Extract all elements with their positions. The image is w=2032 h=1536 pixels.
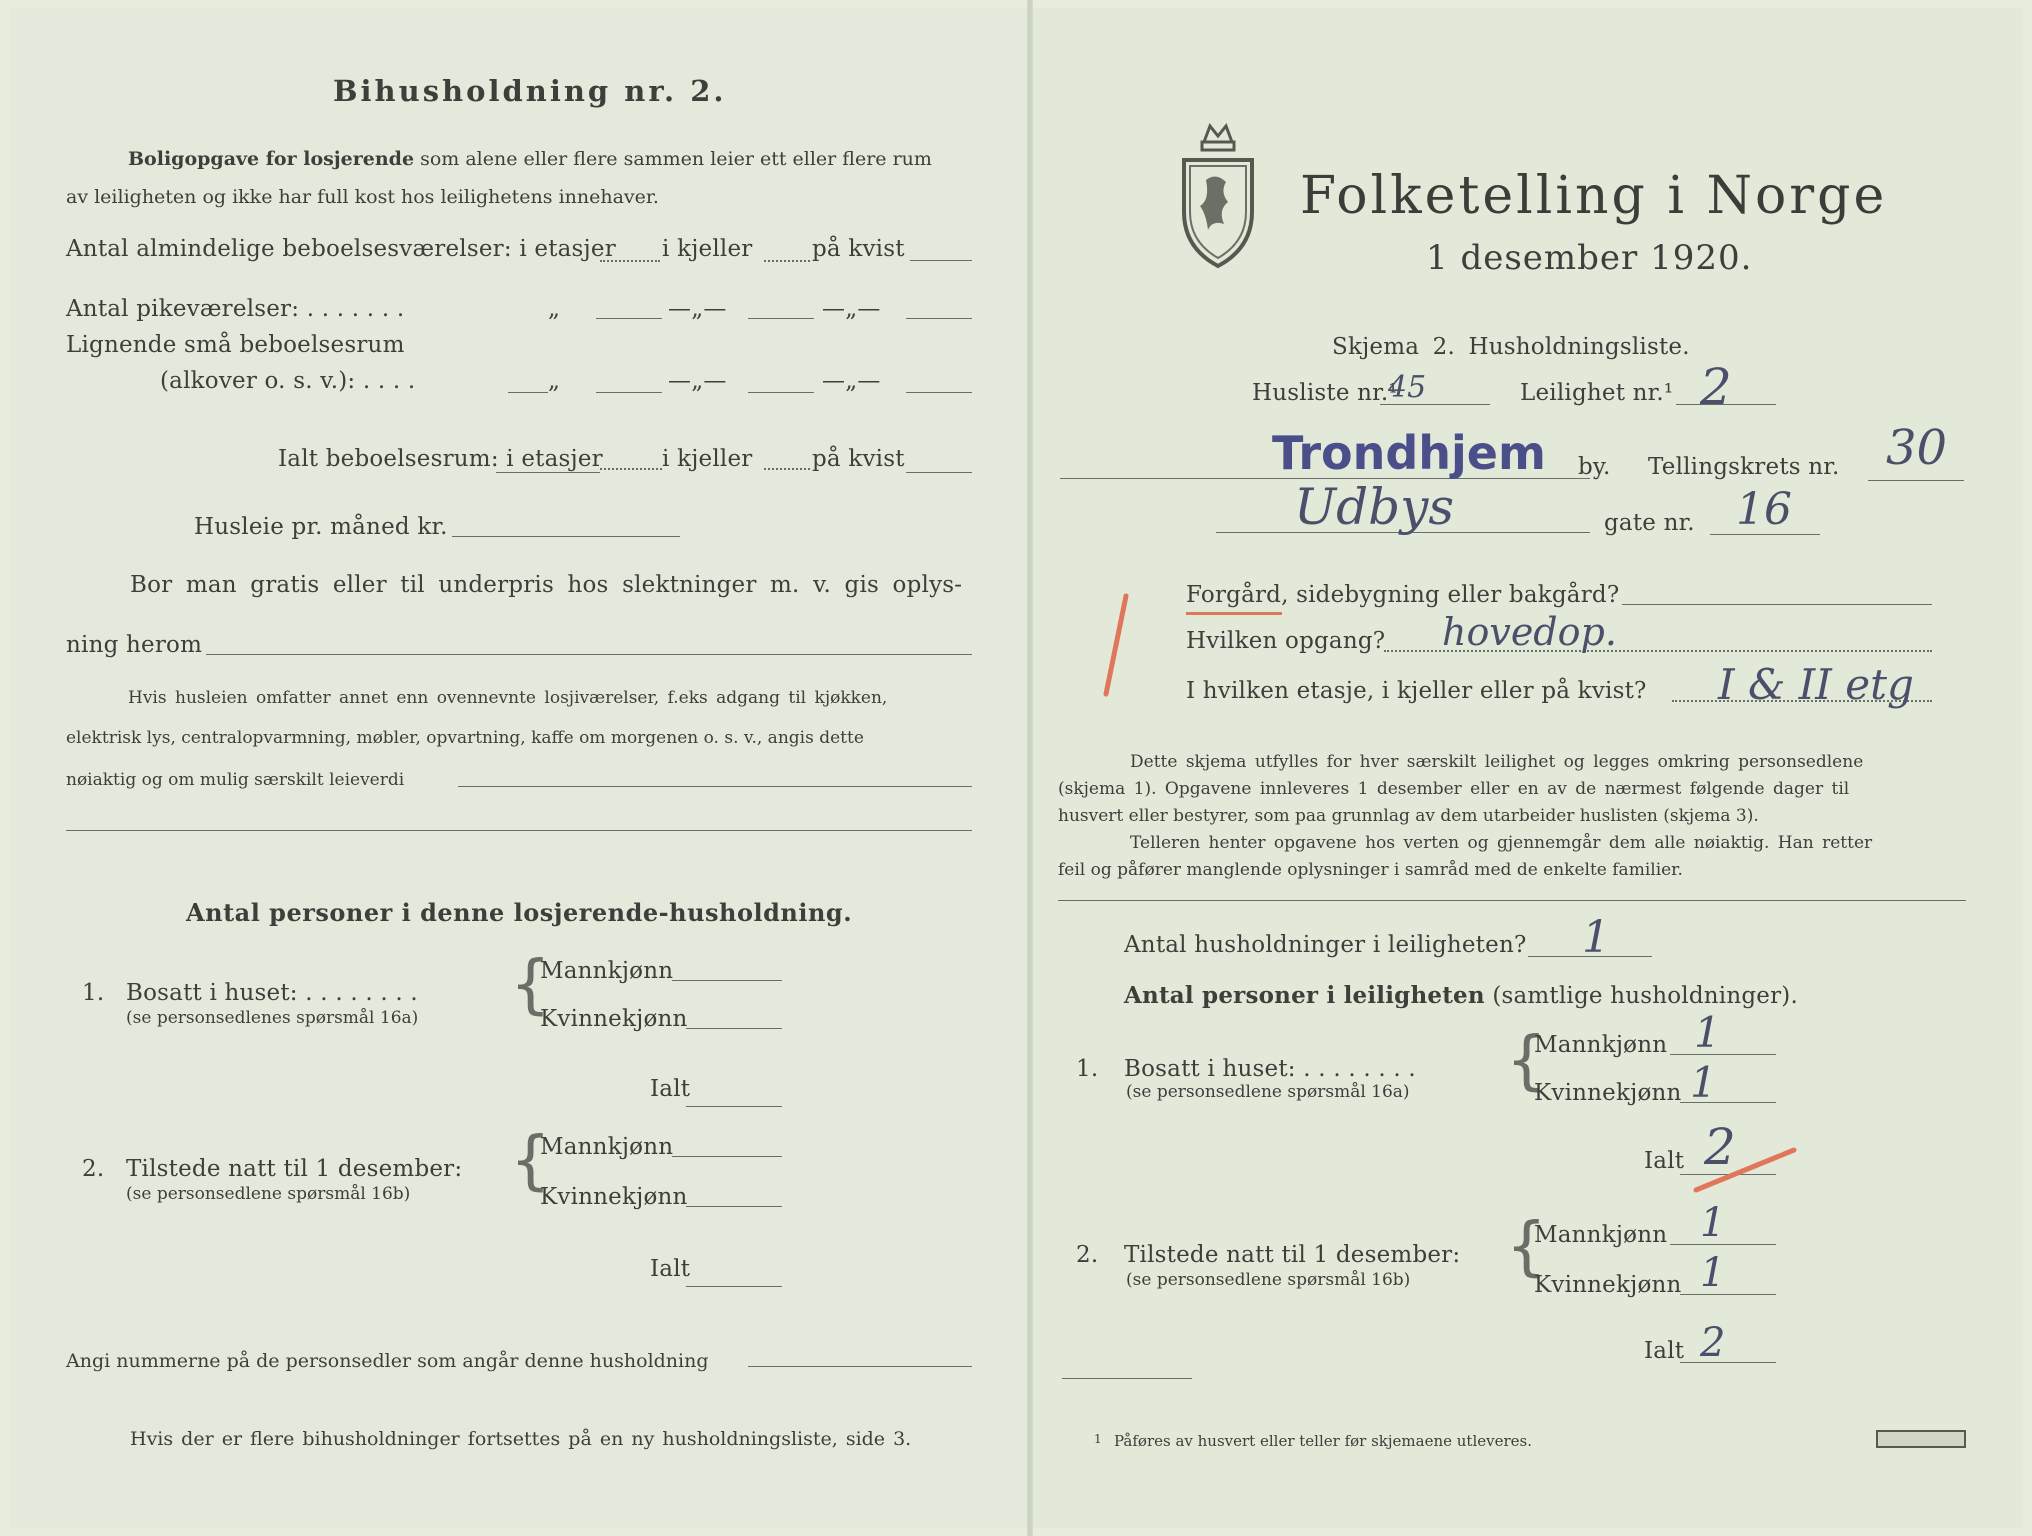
left-q1-sub: (se personsedlenes spørsmål 16a): [126, 1008, 419, 1028]
right-antal-rest: (samtlige husholdninger).: [1492, 983, 1798, 1009]
left-q1-kvinne-field[interactable]: [686, 1028, 782, 1029]
alkover-ditto-1: „: [548, 368, 561, 394]
right-q2-kvinne-value[interactable]: 1: [1700, 1250, 1726, 1296]
left-q1-kvinne-label: Kvinnekjønn: [540, 1006, 688, 1032]
footnote-text: Påføres av husvert eller teller før skjemaene utleveres.: [1114, 1432, 1532, 1450]
right-q2-ialt-label: Ialt: [1644, 1338, 1685, 1364]
right-q1-mann-value[interactable]: 1: [1694, 1008, 1721, 1057]
hush-value[interactable]: 1: [1582, 912, 1610, 963]
leilighet-value[interactable]: 2: [1700, 358, 1732, 416]
left-q2-mann-field[interactable]: [672, 1156, 782, 1157]
pike-kvist-field[interactable]: [906, 318, 972, 319]
left-antal-heading: Antal personer i denne losjerende-husholdning.: [186, 898, 853, 927]
left-q1-mann-label: Mannkjønn: [540, 958, 674, 984]
angi-label: Angi nummerne på de personsedler som angår denne husholdning: [66, 1350, 709, 1372]
right-q2-mann-label: Mannkjønn: [1534, 1222, 1668, 1248]
husleie-label: Husleie pr. måned kr.: [194, 514, 448, 540]
right-q1-kvinne-label: Kvinnekjønn: [1534, 1080, 1682, 1106]
gate-field: [1710, 534, 1820, 535]
intro-line2: av leiligheten og ikke har full kost hos leilighetens innehaver.: [66, 186, 659, 208]
tellingskrets-label: Tellingskrets nr.: [1648, 454, 1840, 480]
footnote-number: 1: [1094, 1432, 1102, 1446]
angi-field[interactable]: [748, 1366, 972, 1367]
left-q2-num: 2.: [82, 1156, 105, 1182]
left-q1-brace: {: [510, 948, 551, 1022]
left-q2-mann-label: Mannkjønn: [540, 1134, 674, 1160]
rooms-kvist-label: på kvist: [812, 236, 905, 262]
bor-field[interactable]: [206, 654, 972, 655]
rooms-label: Antal almindelige beboelsesværelser: i etasjer: [66, 236, 616, 262]
left-q1-ialt-field[interactable]: [686, 1106, 782, 1107]
forgaard-field[interactable]: [1622, 604, 1932, 605]
alkover-ditto-2: —„—: [668, 368, 727, 394]
right-q1-mann-field: [1670, 1054, 1776, 1055]
pike-ditto-1: „: [548, 296, 561, 322]
ialt-rooms-underline: [496, 472, 600, 473]
right-q1-kvinne-value[interactable]: 1: [1690, 1058, 1717, 1107]
rooms-kvist-field[interactable]: [910, 260, 972, 261]
instr-line1: Dette skjema utfylles for hver særskilt leilighet og legges omkring personsedlene: [1130, 752, 1864, 772]
right-q2-ialt-value[interactable]: 2: [1700, 1320, 1726, 1366]
rooms-kjeller-field[interactable]: [764, 260, 810, 262]
opgang-value[interactable]: hovedop.: [1442, 610, 1617, 654]
lignende-label: Lignende små beboelsesrum: [66, 332, 405, 358]
instr-line4: Telleren henter opgavene hos verten og gjennemgår dem alle nøiaktig. Han retter: [1130, 833, 1873, 853]
instr-line3: husvert eller bestyrer, som paa grunnlag av dem utarbeider huslisten (skjema 3).: [1058, 806, 1759, 826]
hvis-line1: Hvis husleien omfatter annet enn ovennevnte losjiværelser, f.eks adgang til kjøkken,: [128, 688, 888, 708]
husliste-label: Husliste nr.¹: [1252, 380, 1398, 406]
ialt-kjeller-label: i kjeller: [662, 446, 753, 472]
right-q1-mann-label: Mannkjønn: [1534, 1032, 1668, 1058]
instr-divider: [1058, 900, 1966, 901]
left-q2-ialt-label: Ialt: [650, 1256, 691, 1282]
alkover-pre-field[interactable]: [508, 392, 548, 393]
tellingskrets-field: [1868, 480, 1964, 481]
left-q2-kvinne-label: Kvinnekjønn: [540, 1184, 688, 1210]
left-q2-brace: {: [510, 1124, 551, 1198]
right-q1-num: 1.: [1076, 1056, 1099, 1082]
opgang-label: Hvilken opgang?: [1186, 628, 1386, 654]
forgaard-label: Forgård, sidebygning eller bakgård?: [1186, 582, 1620, 608]
forgaard-red-underline: [1186, 612, 1282, 615]
intro-bold: Boligopgave for losjerende: [128, 148, 415, 170]
city-stamp[interactable]: Trondhjem: [1272, 426, 1546, 480]
tellingskrets-value[interactable]: 30: [1886, 420, 1948, 476]
leilighet-field: [1676, 404, 1776, 405]
left-title: Bihusholdning nr. 2.: [333, 74, 727, 108]
printer-stamp-icon: [1876, 1430, 1966, 1448]
left-footer: Hvis der er flere bihusholdninger fortsettes på en ny husholdningsliste, side 3.: [130, 1428, 912, 1450]
right-q1-label: Bosatt i huset: . . . . . . . .: [1124, 1056, 1416, 1082]
leieverdi-field[interactable]: [458, 786, 972, 787]
alkover-ditto-3: —„—: [822, 368, 881, 394]
alkover-kvist-field[interactable]: [906, 392, 972, 393]
footnote-rule: [1062, 1378, 1192, 1379]
right-q2-ialt-field: [1680, 1362, 1776, 1363]
right-q1-brace: {: [1506, 1024, 1547, 1098]
husleie-field[interactable]: [452, 536, 680, 537]
pike-label: Antal pikeværelser: . . . . . . .: [66, 296, 405, 322]
pike-etasjer-field[interactable]: [596, 318, 662, 319]
left-q2-sub: (se personsedlene spørsmål 16b): [126, 1184, 411, 1204]
bor-line1: Bor man gratis eller til underpris hos slektninger m. v. gis oplys-: [130, 572, 963, 598]
ialt-kjeller-field[interactable]: [764, 468, 810, 470]
right-q2-num: 2.: [1076, 1242, 1099, 1268]
right-date: 1 desember 1920.: [1426, 238, 1753, 278]
page-fold: [1027, 0, 1033, 1536]
gate-label: gate nr.: [1604, 510, 1695, 536]
husliste-value[interactable]: 45: [1388, 370, 1427, 405]
alkover-kjeller-field[interactable]: [748, 392, 814, 393]
right-q2-mann-value[interactable]: 1: [1700, 1200, 1726, 1246]
etasje-label: I hvilken etasje, i kjeller eller på kvist?: [1186, 678, 1647, 704]
right-antal-bold: Antal personer i leiligheten: [1124, 982, 1485, 1009]
pike-ditto-2: —„—: [668, 296, 727, 322]
left-q2-kvinne-field[interactable]: [686, 1206, 782, 1207]
left-q1-ialt-label: Ialt: [650, 1076, 691, 1102]
right-q2-label: Tilstede natt til 1 desember:: [1124, 1242, 1461, 1268]
leieverdi-field-2[interactable]: [66, 830, 972, 831]
rooms-etasjer-field[interactable]: [600, 260, 660, 262]
right-q2-kvinne-label: Kvinnekjønn: [1534, 1272, 1682, 1298]
intro-rest: som alene eller flere sammen leier ett eller flere rum: [420, 148, 932, 170]
right-q2-brace: {: [1506, 1210, 1547, 1284]
gate-value[interactable]: 16: [1736, 484, 1792, 535]
rooms-kjeller-label: i kjeller: [662, 236, 753, 262]
right-q1-ialt-label: Ialt: [1644, 1148, 1685, 1174]
leilighet-label: Leilighet nr.¹: [1520, 380, 1674, 406]
etasje-value[interactable]: I & II etg: [1718, 660, 1914, 709]
right-q1-ialt-value[interactable]: 2: [1704, 1118, 1736, 1176]
right-title: Folketelling i Norge: [1300, 166, 1888, 226]
street-value[interactable]: Udbys: [1294, 478, 1455, 536]
left-q2-ialt-field[interactable]: [686, 1286, 782, 1287]
norway-coat-of-arms-icon: [1176, 120, 1260, 270]
skjema-label: Skjema 2. Husholdningsliste.: [1332, 334, 1690, 360]
right-q2-kvinne-field: [1680, 1294, 1776, 1295]
pike-kjeller-field[interactable]: [748, 318, 814, 319]
right-q2-sub: (se personsedlene spørsmål 16b): [1126, 1270, 1411, 1290]
hvis-line3: nøiaktig og om mulig særskilt leieverdi: [66, 770, 405, 790]
ialt-rooms-label: Ialt beboelsesrum: i etasjer: [278, 446, 603, 472]
right-q1-sub: (se personsedlene spørsmål 16a): [1126, 1082, 1410, 1102]
bor-line2: ning herom: [66, 632, 203, 658]
red-pencil-mark-icon: [1096, 590, 1136, 700]
ialt-etasjer-field[interactable]: [600, 468, 662, 470]
alkover-label: (alkover o. s. v.): . . . .: [160, 368, 416, 394]
ialt-kvist-label: på kvist: [812, 446, 905, 472]
hvis-line2: elektrisk lys, centralopvarmning, møbler, opvartning, kaffe om morgenen o. s. v., angis dette: [66, 728, 864, 748]
red-check-mark-icon: [1690, 1146, 1800, 1196]
pike-ditto-3: —„—: [822, 296, 881, 322]
left-q1-mann-field[interactable]: [672, 980, 782, 981]
left-q1-label: Bosatt i huset: . . . . . . . .: [126, 980, 418, 1006]
alkover-etasjer-field[interactable]: [596, 392, 662, 393]
hush-label: Antal husholdninger i leiligheten?: [1124, 932, 1527, 958]
left-q2-label: Tilstede natt til 1 desember:: [126, 1156, 463, 1182]
instr-line2: (skjema 1). Opgavene innleveres 1 desember eller en av de nærmest følgende dager til: [1058, 779, 1850, 799]
by-label: by.: [1578, 454, 1611, 480]
husliste-field: [1380, 404, 1490, 405]
instr-line5: feil og påfører manglende oplysninger i samråd med de enkelte familier.: [1058, 860, 1683, 880]
left-q1-num: 1.: [82, 980, 105, 1006]
ialt-kvist-field[interactable]: [906, 472, 972, 473]
